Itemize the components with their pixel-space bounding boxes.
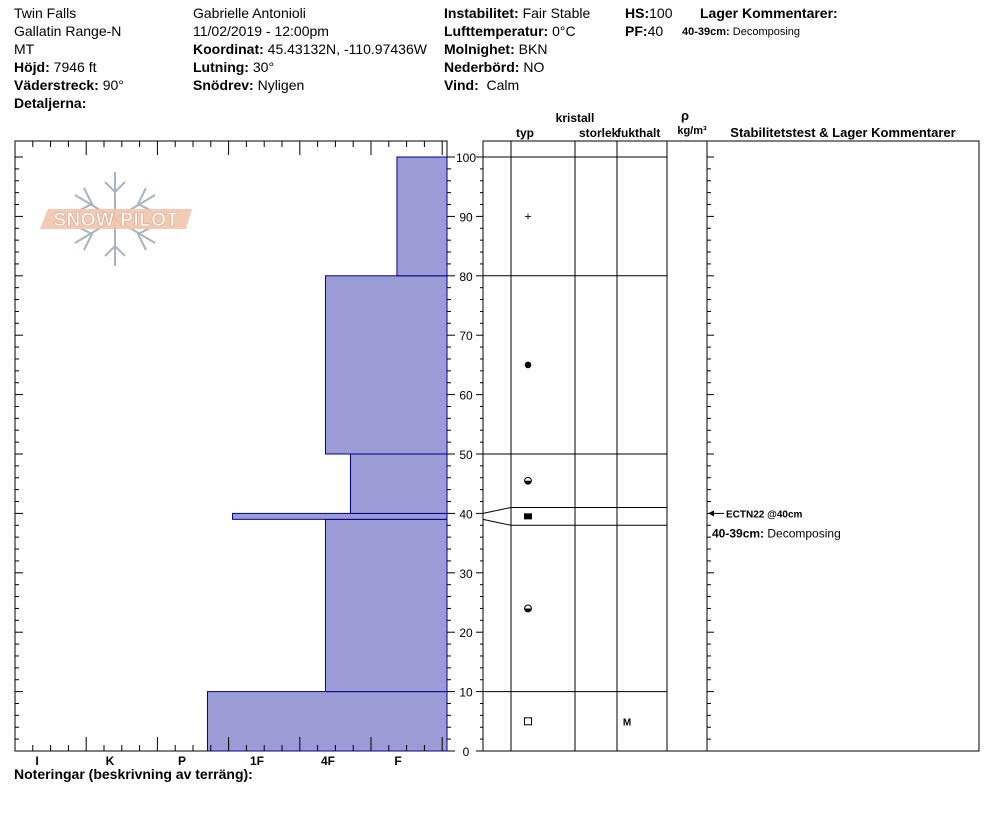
size-header: storlek [579, 126, 619, 140]
pf-label: PF: [625, 23, 648, 39]
layer-comment-entry-range: 40-39cm: [712, 526, 768, 541]
layer-table-frame [483, 141, 707, 751]
hardness-bar [325, 276, 447, 454]
precip-label: Nederbörd: [444, 59, 520, 75]
stability-test-label: ECTN22 @40cm [726, 509, 803, 521]
layer-comment-entry [712, 526, 841, 540]
hardness-tick-label: 1F [249, 754, 265, 768]
grain-rounded-faceted-icon [525, 605, 532, 612]
sky-value: BKN [518, 41, 548, 57]
depth-tick-label: 70 [459, 329, 473, 344]
observation-datetime: 11/02/2019 - 12:00pm [193, 23, 329, 39]
hardness-tick-label: 4F [320, 754, 336, 768]
wind-value: Calm [486, 77, 520, 93]
depth-tick-label: 30 [459, 566, 473, 581]
moisture-label: M [622, 717, 632, 729]
layer-comment-text: Decomposing [732, 26, 801, 38]
pf-value: 40 [647, 23, 664, 39]
hardness-tick-label: P [177, 754, 187, 768]
layer-comment-entry-text: Decomposing [767, 526, 841, 541]
mountain-range: Gallatin Range-N [14, 23, 122, 39]
depth-tick-label: 80 [459, 269, 473, 284]
coordinate-value: 45.43132N, -110.97436W [267, 41, 427, 57]
grain-plus-icon: + [524, 209, 532, 224]
grain-filled-square-icon [524, 513, 532, 519]
depth-tick-label: 20 [459, 626, 473, 641]
depth-tick-label: 0 [462, 745, 470, 759]
snowpilot-logo [40, 172, 192, 266]
state: MT [14, 41, 35, 57]
details-label: Detaljerna: [14, 95, 87, 111]
aspect-label: Väderstreck: [14, 77, 99, 93]
precip-value: NO [523, 59, 545, 75]
stability-column-frame [707, 141, 979, 751]
crystal-header: kristall [555, 111, 595, 125]
stability-header: Stabilitetstest & Lager Kommentarer [730, 125, 956, 140]
hs-label: HS: [625, 5, 650, 21]
depth-tick-label: 50 [459, 448, 473, 462]
slope-value: 30° [252, 59, 275, 75]
location-name: Twin Falls [14, 5, 77, 21]
depth-tick-label: 60 [459, 388, 473, 403]
hardness-bar [397, 157, 447, 276]
grain-rounded-faceted-icon [525, 477, 532, 484]
elevation-value: 7946 ft [53, 59, 97, 75]
coordinate-label: Koordinat: [193, 41, 264, 57]
hardness-tick-label: I [35, 754, 39, 768]
hardness-bar [325, 519, 447, 691]
layer-connector-line [483, 519, 511, 525]
hardness-bar [350, 454, 447, 513]
wind-label: Vind: [444, 77, 479, 93]
hardness-tick-label: F [394, 754, 402, 768]
grain-square-icon [525, 718, 532, 725]
drift-label: Snödrev: [193, 77, 254, 93]
stability-label: Instabilitet: [444, 5, 519, 21]
layer-comments-title: Lager Kommentarer: [700, 5, 838, 21]
depth-tick-label: 100 [455, 151, 477, 165]
depth-tick-label: 40 [459, 507, 473, 522]
layer-comment-range: 40-39cm: [682, 26, 730, 38]
layer-connector-line [483, 507, 511, 513]
hardness-bar [233, 513, 448, 519]
elevation-label: Höjd: [14, 59, 50, 75]
slope-label: Lutning: [193, 59, 249, 75]
hs-value: 100 [649, 5, 673, 21]
depth-tick-label: 10 [459, 685, 473, 700]
depth-tick-label: 90 [459, 210, 473, 225]
notes-label: Noteringar (beskrivning av terräng): [14, 766, 253, 782]
observer-name: Gabrielle Antonioli [193, 5, 306, 21]
sky-label: Molnighet: [444, 41, 515, 57]
density-unit-header: kg/m³ [677, 125, 707, 137]
drift-value: Nyligen [257, 77, 305, 93]
stability-value: Fair Stable [522, 5, 591, 21]
airtemp-value: 0°C [552, 23, 576, 39]
hardness-bar [207, 692, 447, 751]
density-rho-header: ρ [680, 108, 690, 123]
aspect-value: 90° [102, 77, 124, 93]
moisture-header: fukthalt [617, 126, 661, 140]
hardness-tick-label: K [105, 754, 115, 768]
arrow-head-icon [708, 510, 714, 516]
grain-dot-icon [525, 362, 532, 369]
logo-text: SNOW PILOT [53, 210, 179, 231]
type-header: typ [516, 126, 534, 140]
airtemp-label: Lufttemperatur: [444, 23, 549, 39]
